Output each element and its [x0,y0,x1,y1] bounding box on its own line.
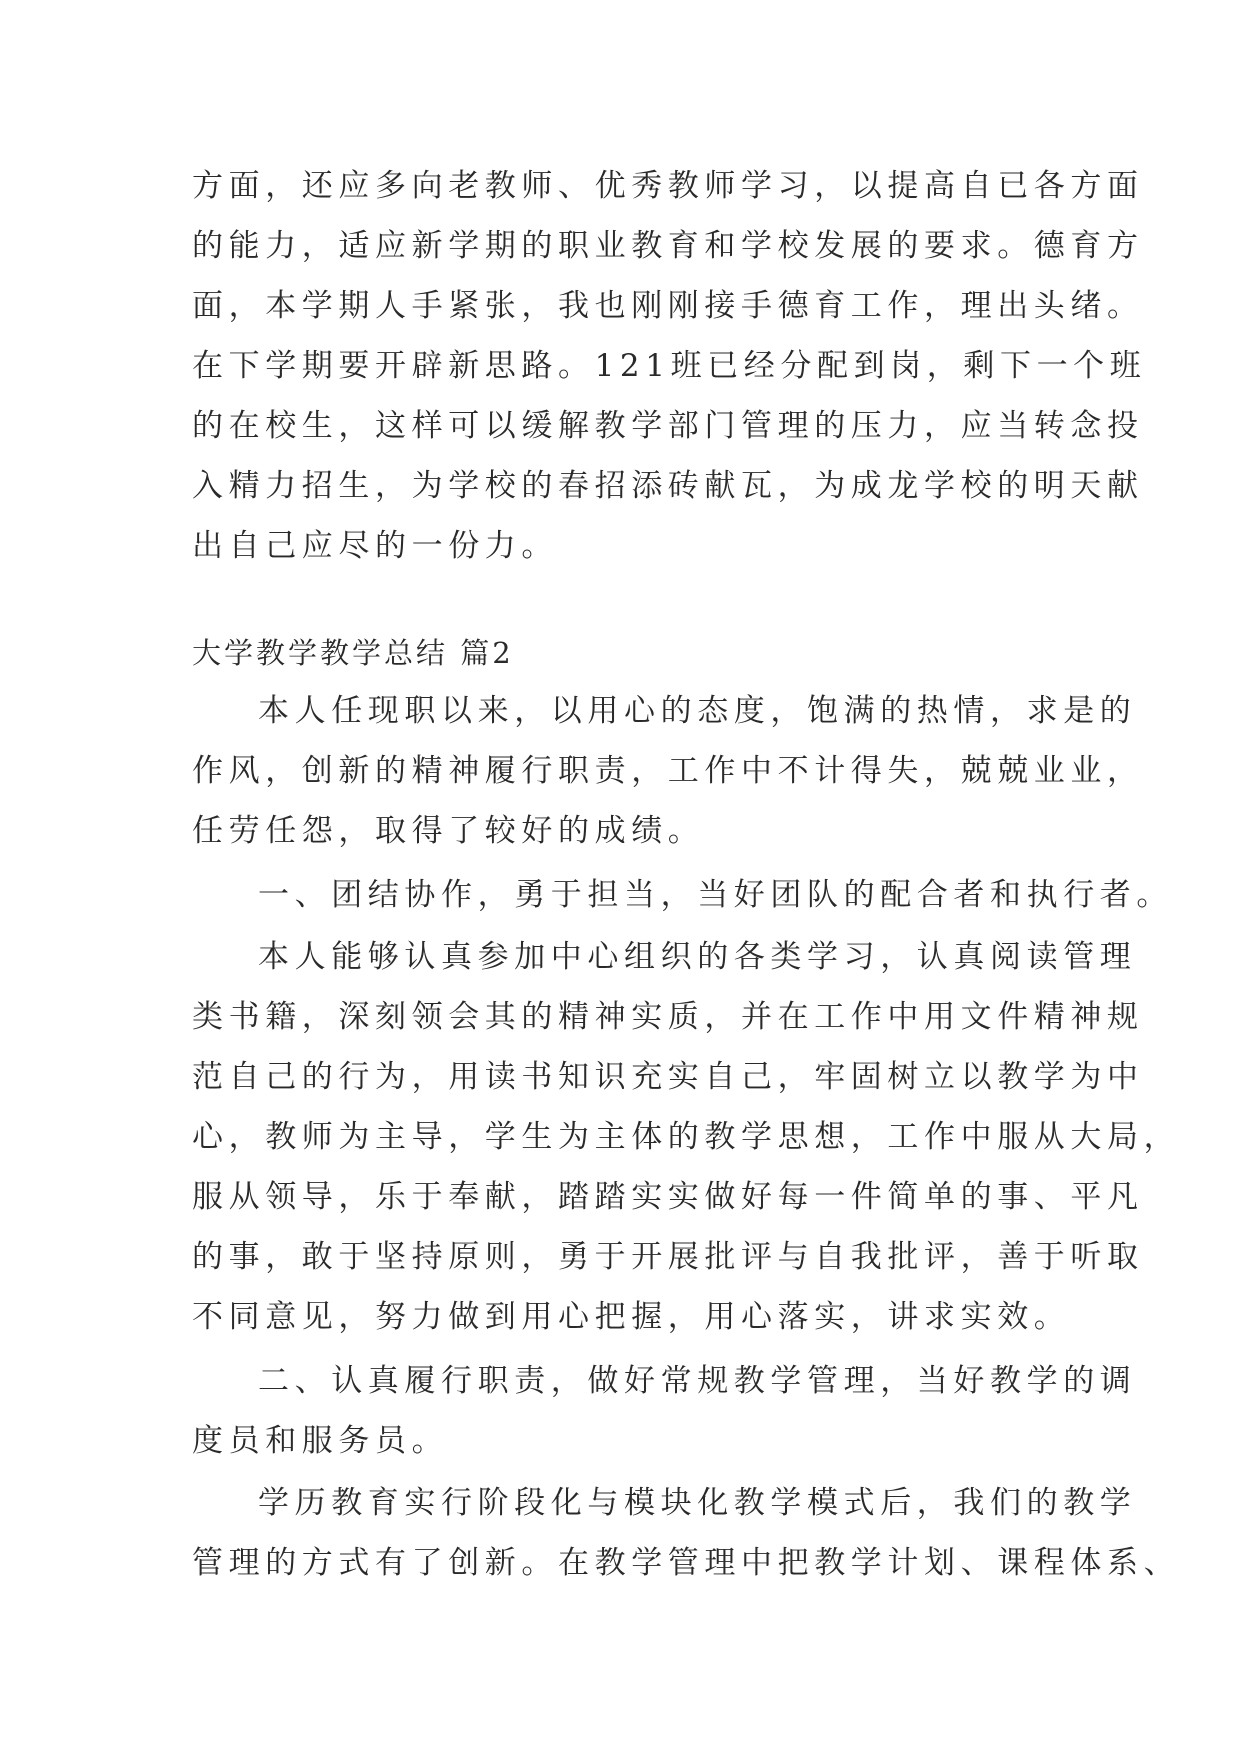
text-line: 不同意见，努力做到用心把握，用心落实，讲求实效。 [192,1299,1071,1335]
paragraph-first-line: 本人能够认真参加中心组织的各类学习，认真阅读管理 [258,939,1137,975]
text-line: 管理的方式有了创新。在教学管理中把教学计划、课程体系、 [192,1545,1181,1581]
subheading-line: 二、认真履行职责，做好常规教学管理，当好教学的调 [258,1363,1137,1399]
text-line: 的能力，适应新学期的职业教育和学校发展的要求。德育方 [192,228,1144,264]
paragraph-first-line: 本人任现职以来，以用心的态度，饱满的热情，求是的 [258,693,1137,729]
text-line: 心，教师为主导，学生为主体的教学思想，工作中服从大局， [192,1119,1181,1155]
text-line: 任劳任怨，取得了较好的成绩。 [192,813,705,849]
text-line: 作风，创新的精神履行职责，工作中不计得失，兢兢业业， [192,753,1144,789]
paragraph-first-line: 学历教育实行阶段化与模块化教学模式后，我们的教学 [258,1485,1137,1521]
text-line: 的在校生，这样可以缓解教学部门管理的压力，应当转念投 [192,408,1144,444]
text-line: 类书籍，深刻领会其的精神实质，并在工作中用文件精神规 [192,999,1144,1035]
text-line: 范自己的行为，用读书知识充实自己，牢固树立以教学为中 [192,1059,1144,1095]
text-line: 度员和服务员。 [192,1423,449,1459]
text-line: 在下学期要开辟新思路。121班已经分配到岗，剩下一个班 [192,348,1147,384]
text-line: 方面，还应多向老教师、优秀教师学习，以提高自已各方面 [192,168,1144,204]
section-heading: 大学教学教学总结 篇2 [192,636,514,670]
text-line: 入精力招生，为学校的春招添砖献瓦，为成龙学校的明天献 [192,468,1144,504]
subheading-line: 一、团结协作，勇于担当，当好团队的配合者和执行者。 [258,877,1173,913]
text-line: 服从领导，乐于奉献，踏踏实实做好每一件简单的事、平凡 [192,1179,1144,1215]
text-line: 面，本学期人手紧张，我也刚刚接手德育工作，理出头绪。 [192,288,1144,324]
text-line: 的事，敢于坚持原则，勇于开展批评与自我批评，善于听取 [192,1239,1144,1275]
text-line: 出自己应尽的一份力。 [192,528,558,564]
